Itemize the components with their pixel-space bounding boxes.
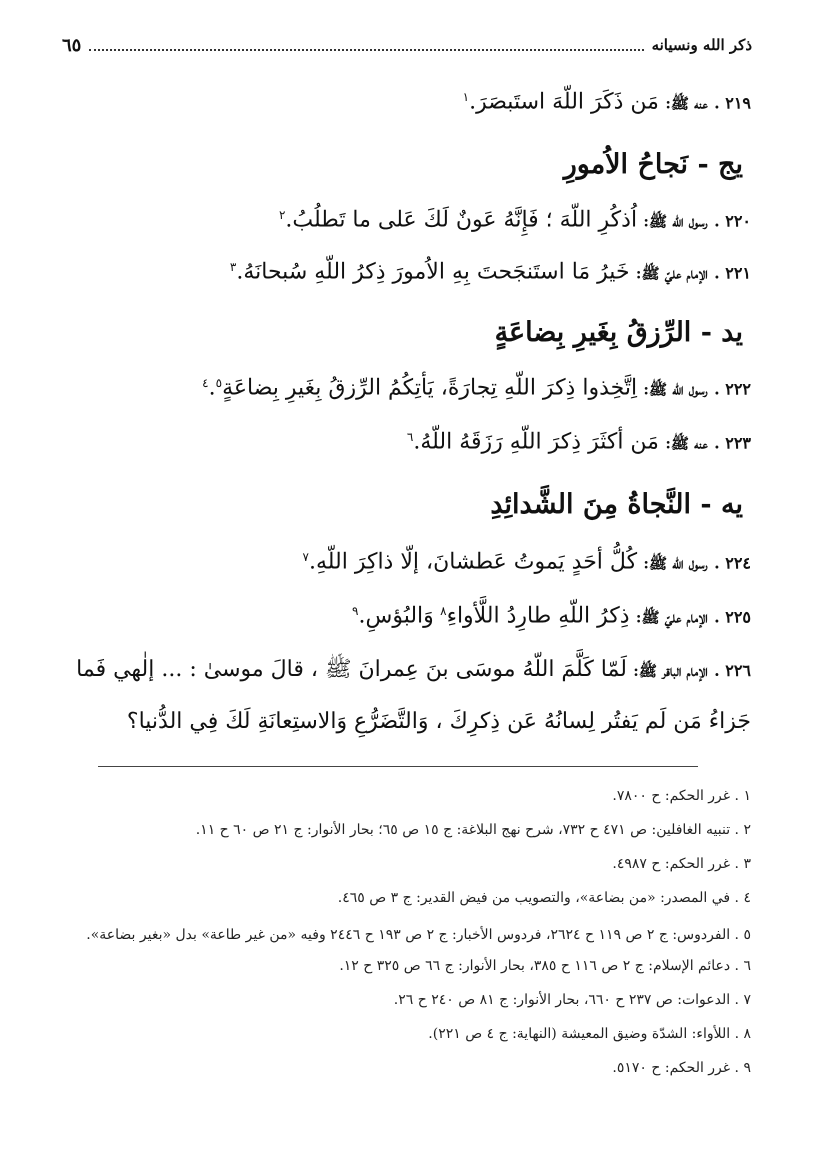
- hadith-text: اُذكُرِ اللّهَ ؛ فَإِنَّهُ عَونٌ لَكَ عَلى ما تَطلُبُ.: [285, 207, 638, 233]
- chapter-title: ذكر الله ونسيانه: [651, 36, 752, 54]
- section-heading-yd: يد - الرِّزقُ بِغَيرِ بِضاعَةٍ: [494, 317, 743, 348]
- hadith-number: ٢٢٦ .: [714, 661, 751, 680]
- footnote-item: ٧ . الدعوات: ص ٢٣٧ ح ٦٦٠، بحار الأنوار: ج ٨١ ص ٢٤٠ ح ٢٦.: [393, 992, 751, 1008]
- hadith-speaker: رسول الله ﷺ:: [643, 380, 708, 399]
- footnote-ref: ٨: [440, 604, 447, 618]
- hadith-221: [61, 254, 751, 287]
- hadith-number: ٢٢١ .: [714, 263, 751, 283]
- hadith-text: خَيرُ مَا استَنجَحتَ بِهِ الاُمورَ ذِكرُ اللّهِ سُبحانَهُ.: [236, 259, 630, 285]
- hadith-speaker: رسول الله ﷺ:: [643, 212, 708, 231]
- hadith-text-cont: وَالبُؤسِ.: [358, 603, 434, 629]
- hadith-number: ٢٢٣ .: [714, 433, 751, 453]
- hadith-text: اِتَّخِذوا ذِكرَ اللّهِ تِجارَةً، يَأتِكُمُ الرِّزقُ بِغَيرِ بِضاعَةٍ: [222, 375, 638, 401]
- footnote-item: ٢ . تنبيه الغافلين: ص ٤٧١ ح ٧٣٢، شرح نهج البلاغة: ج ١٥ ص ٦٥؛ بحار الأنوار: ج ٢١ ص ٦٠ ح ١١.: [195, 822, 751, 838]
- hadith-224: [61, 544, 751, 577]
- footnote-item: ٩ . غرر الحكم: ح ٥١٧٠.: [612, 1060, 751, 1076]
- page-number: ٦٥: [62, 34, 82, 56]
- hadith-219: [61, 84, 751, 117]
- hadith-speaker: الإمام عليّ ﷺ:: [635, 264, 708, 283]
- footnote-ref: ٥: [215, 376, 223, 390]
- footnote-item: ١ . غرر الحكم: ح ٧٨٠٠.: [612, 788, 751, 804]
- hadith-number: ٢٢٤ .: [714, 553, 751, 573]
- hadith-text: كُلُّ أحَدٍ يَموتُ عَطشانَ، إلّا ذاكِرَ اللّهِ.: [308, 549, 638, 575]
- running-header: [62, 32, 752, 58]
- hadith-222: ٢٢٢ . رسول الله ﷺ: اِتَّخِذوا ذِكرَ اللّهِ تِجارَةً، يَأتِكُمُ الرِّزقُ بِغَيرِ بِضاعَةٍ$^٤$.$^٥$: [202, 375, 751, 401]
- footnote-separator: [98, 766, 698, 767]
- hadith-number: ٢٢٢ .: [714, 379, 751, 399]
- footnote-ref: ٦: [406, 430, 414, 444]
- footnote-ref: ٤: [202, 376, 209, 390]
- hadith-speaker: الإمام عليّ ﷺ:: [635, 608, 708, 627]
- footnote-item: ٤ . في المصدر: «من بضاعة»، والتصويب من فيض القدير: ج ٣ ص ٤٦٥.: [337, 890, 751, 906]
- footnote-ref: ٧: [302, 550, 309, 564]
- section-heading-yh: يه - النَّجاةُ مِنَ الشَّدائِدِ: [490, 489, 743, 520]
- section-heading-yj: يج - نَجاحُ الاُمورِ: [563, 149, 743, 180]
- footnote-item: ٨ . اللأواء: الشدّة وضيق المعيشة (النهاية: ج ٤ ص ٢٢١).: [428, 1026, 751, 1042]
- footnote-ref: ١: [462, 90, 470, 104]
- hadith-speaker: رسول الله ﷺ:: [643, 554, 708, 573]
- footnote-item: ٣ . غرر الحكم: ح ٤٩٨٧.: [612, 856, 751, 872]
- hadith-text: مَن أكثَرَ ذِكرَ اللّهِ رَزَقَهُ اللّهُ.: [413, 429, 659, 455]
- hadith-speaker: عنه ﷺ:: [665, 94, 708, 113]
- footnotes-list: [61, 786, 751, 1092]
- hadith-speaker: الإمام الباقر ﷺ:: [633, 662, 708, 680]
- footnote-item: ٥ . الفردوس: ج ٢ ص ١١٩ ح ٢٦٢٤، فردوس الأخبار: ج ٢ ص ١٩٣ ح ٢٤٤٦ وفيه «من غير طاعة» بدل «بغير بضاعة».: [86, 927, 751, 943]
- hadith-223: [61, 424, 751, 457]
- footnote-ref: ٣: [229, 260, 237, 274]
- dotted-leader: [89, 39, 643, 51]
- hadith-number: ٢٢٠ .: [714, 211, 751, 231]
- hadith-text: لَمّا كَلَّمَ اللّهُ موسَى بنَ عِمرانَ ﷺ ، قالَ موسىٰ : ... إلٰهي فَما جَزاءُ مَن لَم يَفتُر لِسانُهُ عَن ذِكرِكَ ، وَالتَّضَرُّعِ وَالاستِعانَةِ لَكَ فِي الدُّنيا؟: [76, 657, 751, 734]
- footnote-ref: ٢: [278, 208, 286, 222]
- hadith-220: [61, 202, 751, 235]
- hadith-text: مَن ذَكَرَ اللّهَ استَبصَرَ.: [469, 89, 659, 115]
- hadith-text: ذِكرُ اللّهِ طارِدُ اللَّأواءِ: [446, 603, 630, 629]
- footnote-item: ٦ . دعائم الإسلام: ج ٢ ص ١١٦ ح ٣٨٥، بحار الأنوار: ج ٦٦ ص ٣٢٥ ح ١٢.: [339, 958, 751, 974]
- hadith-225: [61, 598, 751, 631]
- hadith-speaker: عنه ﷺ:: [665, 434, 708, 453]
- footnote-ref: ٩: [352, 604, 359, 618]
- hadith-number: ٢٢٥ .: [714, 607, 751, 627]
- hadith-number: ٢١٩ .: [714, 93, 751, 113]
- hadith-226: [61, 644, 751, 747]
